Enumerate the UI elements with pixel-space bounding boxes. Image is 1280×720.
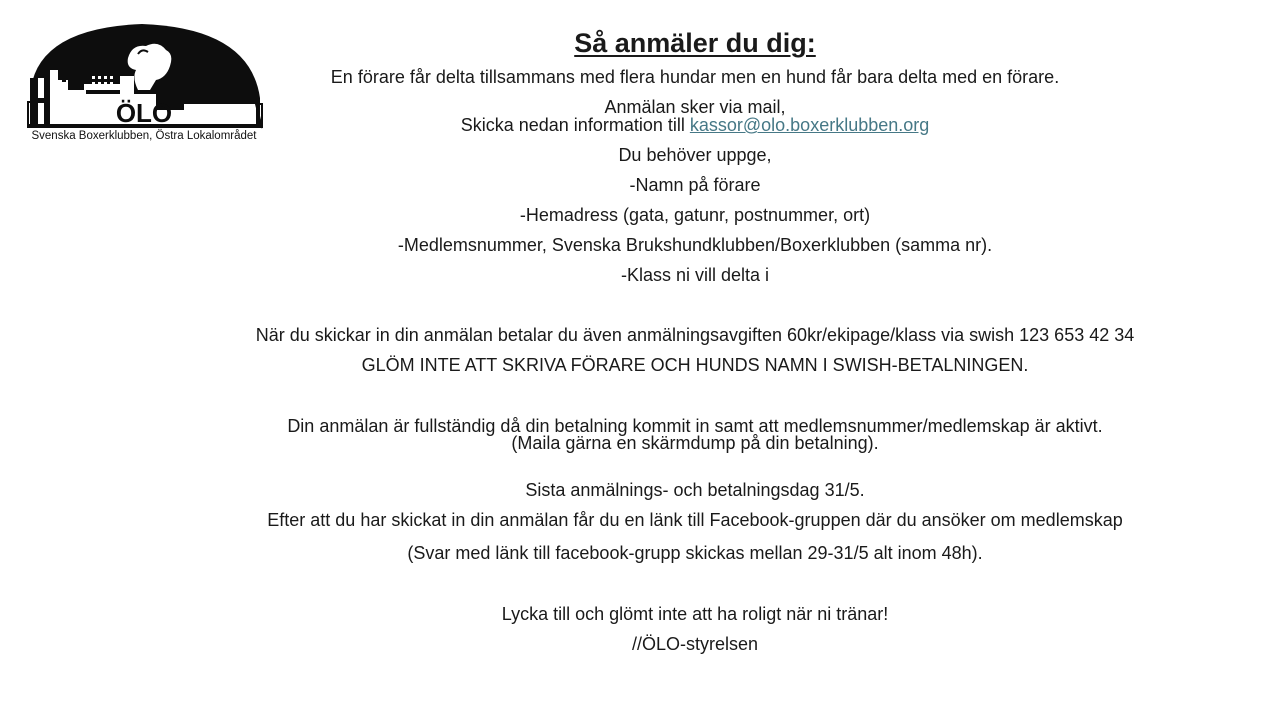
mail-line: Anmälan sker via mail, bbox=[604, 97, 786, 117]
send-prefix: Skicka nedan information till bbox=[460, 115, 690, 135]
payment-text: När du skickar in din anmälan betalar du även anmälningsavgiften 60kr/ekipage/klass via swish 123 653 42 34 bbox=[255, 325, 1135, 345]
need-intro: Du behöver uppge, bbox=[618, 145, 772, 165]
facebook-text: Efter att du har skickat in din anmälan får du en länk till Facebook-gruppen där du ansöker om medlemskap bbox=[267, 510, 1123, 530]
deadline-text: Sista anmälnings- och betalningsdag 31/5. bbox=[525, 480, 865, 500]
payment-note: GLÖM INTE ATT SKRIVA FÖRARE OCH HUNDS NAMN I SWISH-BETALNINGEN. bbox=[361, 355, 1029, 375]
need-item-class: -Klass ni vill delta i bbox=[620, 265, 770, 285]
svg-text:ÖLO: ÖLO bbox=[115, 98, 173, 128]
complete-note: (Maila gärna en skärmdump på din betalning). bbox=[511, 433, 879, 453]
facebook-note: (Svar med länk till facebook-grupp skickas mellan 29-31/5 alt inom 48h). bbox=[407, 543, 983, 563]
need-item-name: -Namn på förare bbox=[629, 175, 761, 195]
send-line bbox=[200, 115, 1190, 135]
need-item-address: -Hemadress (gata, gatunr, postnummer, ort) bbox=[519, 205, 871, 225]
page-title: Så anmäler du dig: bbox=[574, 28, 816, 58]
good-luck-text: Lycka till och glömt inte att ha roligt när ni tränar! bbox=[501, 604, 889, 624]
signature: //ÖLO-styrelsen bbox=[631, 634, 759, 654]
logo-caption: Svenska Boxerklubben, Östra Lokalområdet bbox=[31, 130, 257, 142]
need-item-member-number: -Medlemsnummer, Svenska Brukshundklubben/Boxerklubben (samma nr). bbox=[397, 235, 993, 255]
complete-text: Din anmälan är fullständig då din betalning kommit in samt att medlemsnummer/medlemskap är aktivt. bbox=[287, 416, 1103, 436]
intro-text: En förare får delta tillsammans med flera hundar men en hund får bara delta med en förare. bbox=[330, 67, 1060, 87]
email-link[interactable]: kassor@olo.boxerklubben.org bbox=[689, 115, 930, 135]
